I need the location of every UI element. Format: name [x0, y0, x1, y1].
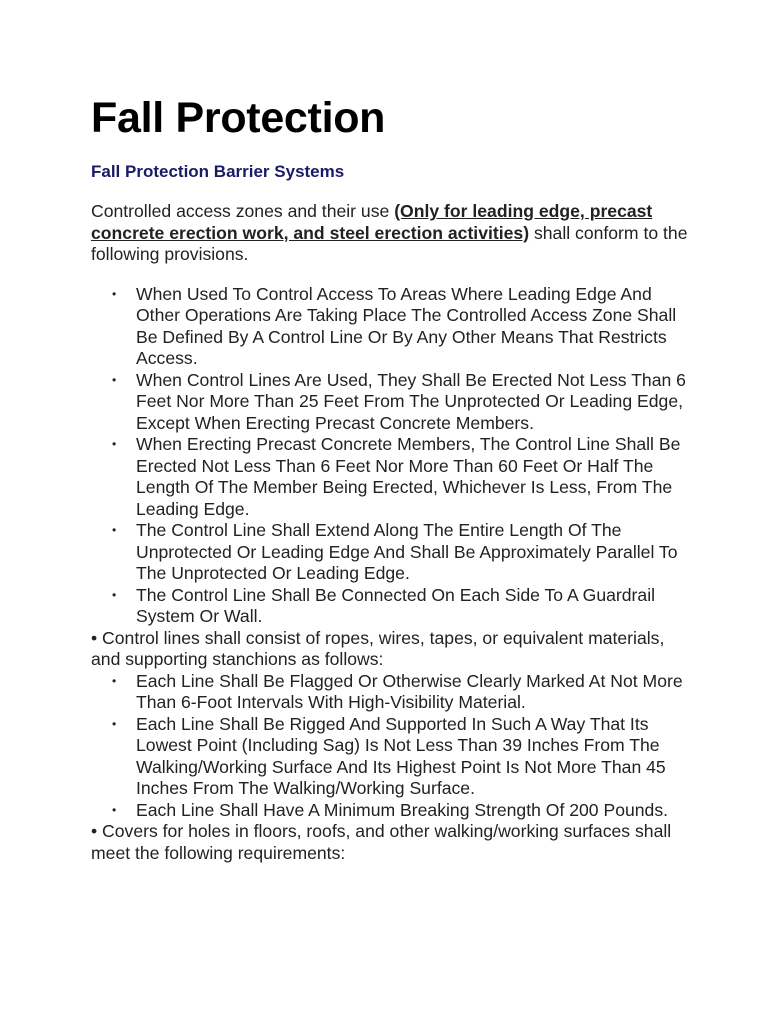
page-title: Fall Protection [91, 94, 386, 142]
list-item [91, 714, 691, 800]
list-item-text: The Control Line Shall Extend Along The Entire Length Of The Unprotected Or Leading Edge And Shall Be Approximately Parallel To The Unprotected Or Leading Edge. [136, 520, 678, 583]
list-item-text: Each Line Shall Be Flagged Or Otherwise Clearly Marked At Not More Than 6-Foot Intervals With High-Visibility Material. [136, 670, 683, 712]
bullet-icon: • [112, 716, 117, 731]
bullet-icon: • [112, 802, 117, 817]
control-lines-paragraph: • Control lines shall consist of ropes, wires, tapes, or equivalent materials, and supporting stanchions as follows: [91, 627, 665, 669]
intro-text-after: shall conform to the following provisions. [91, 222, 688, 264]
bullet-icon: • [112, 372, 117, 387]
list-item [91, 585, 691, 628]
list-item [91, 671, 691, 714]
list-item-text: When Control Lines Are Used, They Shall Be Erected Not Less Than 6 Feet Nor More Than 25 Feet From The Unprotected Or Leading Edge, Except When Erecting Precast Concrete Members. [136, 369, 686, 433]
provisions-list [91, 284, 691, 628]
list-item [91, 520, 691, 585]
intro-text-before: Controlled access zones and their use [91, 201, 395, 221]
list-item [91, 800, 691, 822]
control-lines-list [91, 671, 691, 822]
intro-emphasis: (Only for leading edge, precast concrete erection work, and steel erection activities) [91, 201, 653, 243]
intro-paragraph [91, 201, 691, 266]
list-item [91, 284, 691, 370]
bullet-icon: • [112, 523, 117, 537]
bullet-icon: • [112, 286, 117, 301]
list-item [91, 434, 691, 520]
section-subtitle: Fall Protection Barrier Systems [91, 162, 345, 181]
list-item-text: The Control Line Shall Be Connected On Each Side To A Guardrail System Or Wall. [136, 584, 656, 626]
bullet-icon: • [112, 437, 117, 451]
bullet-icon: • [112, 673, 117, 688]
list-item [91, 370, 691, 435]
list-item-text: When Erecting Precast Concrete Members, The Control Line Shall Be Erected Not Less Than 6 Feet Nor More Than 60 Feet Or Half The Length Of The Member Being Erected, Whichever Is Less, From The Leading Edge. [136, 434, 681, 519]
document-body [91, 92, 691, 864]
list-item-text: Each Line Shall Be Rigged And Supported In Such A Way That Its Lowest Point (Including Sag) Is Not Less Than 39 Inches From The Walking/Working Surface And Its Highest Point Is Not More Than 45 Inches From The Walking/Working Surface. [136, 713, 666, 798]
list-item-text: Each Line Shall Have A Minimum Breaking Strength Of 200 Pounds. [136, 799, 669, 820]
bullet-icon: • [112, 587, 117, 602]
covers-paragraph: • Covers for holes in floors, roofs, and other walking/working surfaces shall meet the following requirements: [91, 821, 672, 863]
list-item-text: When Used To Control Access To Areas Where Leading Edge And Other Operations Are Taking Place The Controlled Access Zone Shall Be Defined By A Control Line Or By Any Other Means That Restricts Access. [136, 283, 677, 368]
